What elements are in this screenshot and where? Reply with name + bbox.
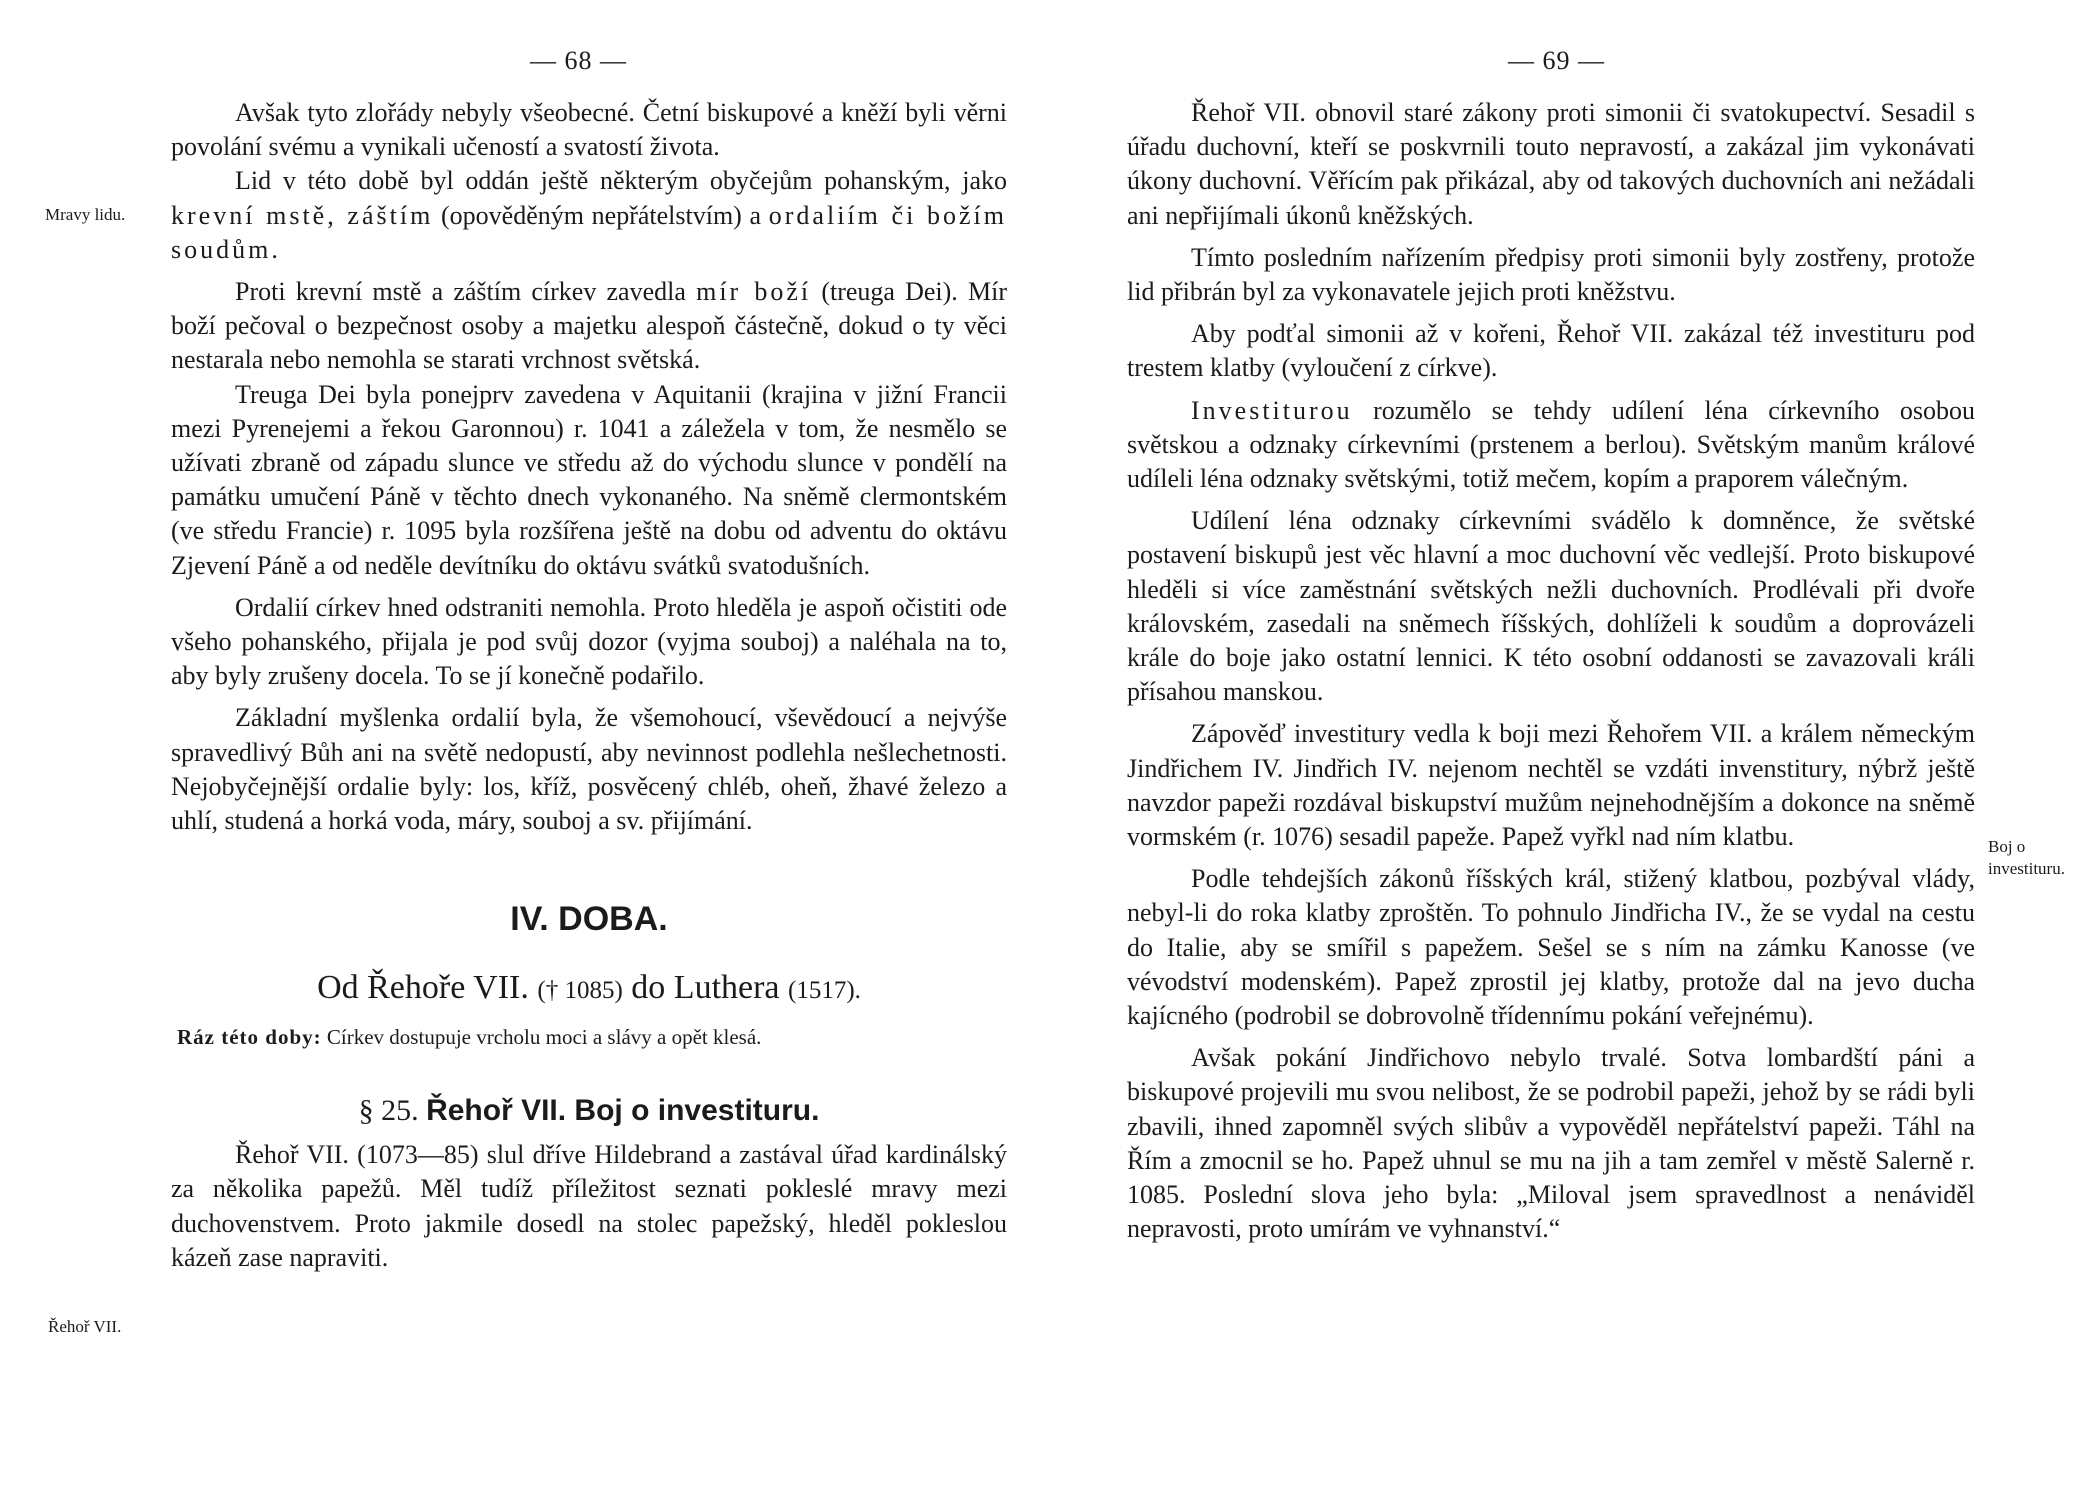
spaced-term: Investiturou xyxy=(1191,395,1353,425)
paragraph: Avšak pokání Jindřichovo nebylo trvalé. Sotva lombardští páni a biskupové projevili mu svou nelibost, že se podrobil papeži, jehož by se rádi byli zbavili, ihned zapomněl svých slibův a vypověděl nepřátelství papeži. Táhl na Řím a zmocnil se ho. Papež uhnul se mu na jih a tam zemřel v městě Salerně r. 1085. Poslední slova jeho byla: „Miloval jsem spravedlnost a nenáviděl nepravosti, proto umírám ve vyhnanství.“ xyxy=(1127,1043,1975,1244)
paragraph: Lid v této době byl oddán ještě některým obyčejům pohanským, jako krevní mstě, záštím (opověděným nepřátelstvím) a ordaliím či božím soudům. xyxy=(171,166,1007,264)
paragraph: Podle tehdejších zákonů říšských král, stižený klatbou, pozbýval vlády, nebyl-li do roka klatby zproštěn. To pohnulo Jindřicha IV., že se vydal na cestu do Italie, aby se smířil s papežem. Sešel se s ním na zámku Kanosse (ve vévodství modenském). Papež zprostil jej klatby, protože dal na jevo ducha kajícného (podrobil se dobrovolně třídennímu pokání veřejnému). xyxy=(1127,864,1975,1031)
section-heading: § 25. Řehoř VII. Boj o investituru. xyxy=(358,1094,820,1128)
paragraph: Řehoř VII. (1073—85) slul dříve Hildebrand a zastával úřad kardinálský za několika papežů. Měl tudíž příležitost seznati pokleslé mravy mezi duchovenstvem. Proto jakmile dosedl na stolec papežský, hleděl pokleslou kázeň zase napraviti. xyxy=(171,1140,1007,1272)
era-subtitle: Od Řehoře VII. († 1085) do Luthera (1517). xyxy=(317,969,861,1007)
paragraph: Aby podťal simonii až v kořeni, Řehoř VII. zakázal též investituru pod trestem klatby (vyloučení z církve). xyxy=(1127,319,1975,383)
era-title: IV. DOBA. xyxy=(510,900,668,939)
paragraph: Zápověď investitury vedla k boji mezi Řehořem VII. a králem německým Jindřichem IV. Jindřich IV. nejenom nechtěl se vzdáti invenstitury, nýbrž ještě navzdor papeži rozdával biskupství mužům nejnehodnějším a dokonce na sněmě vormském (r. 1076) sesadil papeže. Papež vyřkl nad ním klatbu. xyxy=(1127,719,1975,852)
paragraph: Ordalií církev hned odstraniti nemohla. Proto hleděla je aspoň očistiti ode všeho pohanského, přijala je pod svůj dozor (vyjma souboj) a naléhala na to, aby byly zrušeny docela. To se jí konečně podařilo. xyxy=(171,592,1007,691)
paragraph: Udílení léna odznaky církevními svádělo k domněnce, že světské postavení biskupů jest věc hlavní a moc duchovní věc vedlejší. Proto biskupové hleděli si více zaměstnání světských nežli duchovních. Prodlévali při dvoře královském, zasedali na sněmech říšských, dohlíželi k soudům a doprovázeli krále do boje jako ostatní lennici. K této osobní oddanosti se zavazovali králi přísahou manskou. xyxy=(1127,506,1975,707)
left-page xyxy=(0,0,1040,1500)
paragraph: Proti krevní mstě a záštím církev zavedla mír boží (treuga Dei). Mír boží pečoval o bezpečnost osoby a majetku alespoň částečně, dokud o ty věci nestarala nebo nemohla se starati vrchnost světská. xyxy=(171,277,1007,375)
paragraph: Tímto posledním nařízením předpisy proti simonii byly zostřeny, protože lid přibrán byl za vykonavatele jejich proti kněžstvu. xyxy=(1127,242,1975,307)
left-text-column xyxy=(171,96,1007,1275)
page-number: — 69 — xyxy=(1508,46,1605,75)
right-text-column xyxy=(1127,96,1975,1247)
paragraph: Avšak tyto zlořády nebyly všeobecné. Četní biskupové a kněží byli věrni povolání svému a vynikali učeností a svatostí života. xyxy=(171,98,1007,162)
spaced-term: ordaliím či božím soudům xyxy=(171,200,1007,264)
paragraph: Investiturou rozumělo se tehdy udílení léna církevního osobou světskou a odznaky církevními (prstenem a berlou). Světským manům králové udíleli léna odznaky světskými, totiž mečem, kopím a praporem válečným. xyxy=(1127,395,1975,494)
spaced-term: krevní mstě, záštím xyxy=(171,200,434,230)
spaced-term: mír boží xyxy=(696,277,812,307)
page-number: — 68 — xyxy=(530,46,627,75)
margin-note-rehor: Řehoř VII. xyxy=(48,1317,122,1336)
right-page xyxy=(1040,0,2082,1500)
paragraph: Treuga Dei byla ponejprv zavedena v Aquitanii (krajina v jižní Francii mezi Pyrenejemi a řekou Garonnou) r. 1041 a záležela v tom, že nesmělo se užívati zbraně od západu slunce ve středu až do východu slunce v pondělí na památku umučení Páně v těchto dnech vykonaného. Na sněmě clermontském (ve středu Francie) r. 1095 byla rozšířena ještě na dobu od adventu do oktávu Zjevení Páně a od neděle devítníku do oktávu svátků svatodušních. xyxy=(171,379,1007,580)
paragraph: Řehoř VII. obnovil staré zákony proti simonii či svatokupectví. Sesadil s úřadu duchovní, kteří se poskvrnili touto nepravostí, a zakázal jim vykonávati úkony duchovní. Věřícím pak přikázal, aby od takových duchovních ani nežádali ani nepřijímali úkonů kněžských. xyxy=(1127,98,1975,230)
era-characteristic: Ráz této doby: Církev dostupuje vrcholu moci a slávy a opět klesá. xyxy=(177,1025,762,1050)
margin-note-mravy-lidu: Mravy lidu. xyxy=(45,205,126,224)
margin-note-boj-o-investituru: Boj o investituru. xyxy=(1988,837,2065,878)
paragraph: Základní myšlenka ordalií byla, že všemohoucí, vševědoucí a nejvýše spravedlivý Bůh ani na světě nedopustí, aby nevinnost podlehla nešlechetnosti. Nejobyčejnější ordalie byly: los, kříž, posvěcený chléb, oheň, žhavé železo a uhlí, studená a horká voda, máry, souboj a sv. přijímání. xyxy=(171,703,1007,836)
